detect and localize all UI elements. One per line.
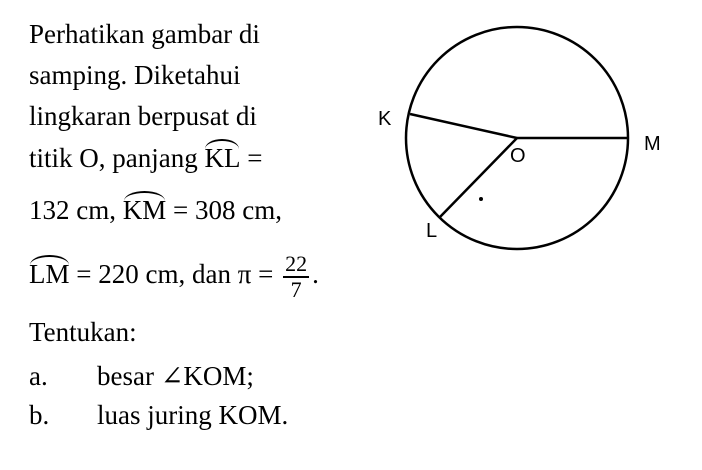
point-l-label: L [426, 220, 438, 242]
problem-line-3: lingkaran berpusat di [29, 101, 257, 131]
text-fragment: 132 cm, [29, 195, 123, 225]
text-fragment: = 308 cm, [166, 195, 282, 225]
arc-lm-label: LM [29, 254, 70, 294]
text-fragment: . [312, 259, 319, 290]
point-o-label: O [510, 145, 526, 167]
problem-line-2: samping. Diketahui [29, 60, 241, 90]
task-item-text: besar ∠KOM; [97, 361, 254, 391]
arc-km-label: KM [123, 190, 167, 230]
text-fragment: = [240, 143, 263, 173]
arc-kl-label: KL [204, 138, 240, 178]
text-fragment: = 220 cm, dan π = [69, 259, 281, 290]
text-fragment: titik O, panjang [29, 143, 205, 173]
fraction-numerator: 22 [285, 251, 308, 276]
problem-line-1: Perhatikan gambar di [29, 19, 260, 49]
task-heading: Tentukan: [29, 317, 137, 347]
angle-mark-dot [479, 197, 483, 201]
list-marker: a. [29, 361, 48, 391]
radius-ok [410, 114, 517, 138]
task-item-text: luas juring KOM. [97, 400, 289, 430]
radius-ol [439, 138, 517, 218]
fraction-denominator: 7 [290, 277, 302, 302]
point-m-label: M [644, 133, 661, 155]
point-k-label: K [378, 108, 392, 130]
list-marker: b. [29, 400, 50, 430]
